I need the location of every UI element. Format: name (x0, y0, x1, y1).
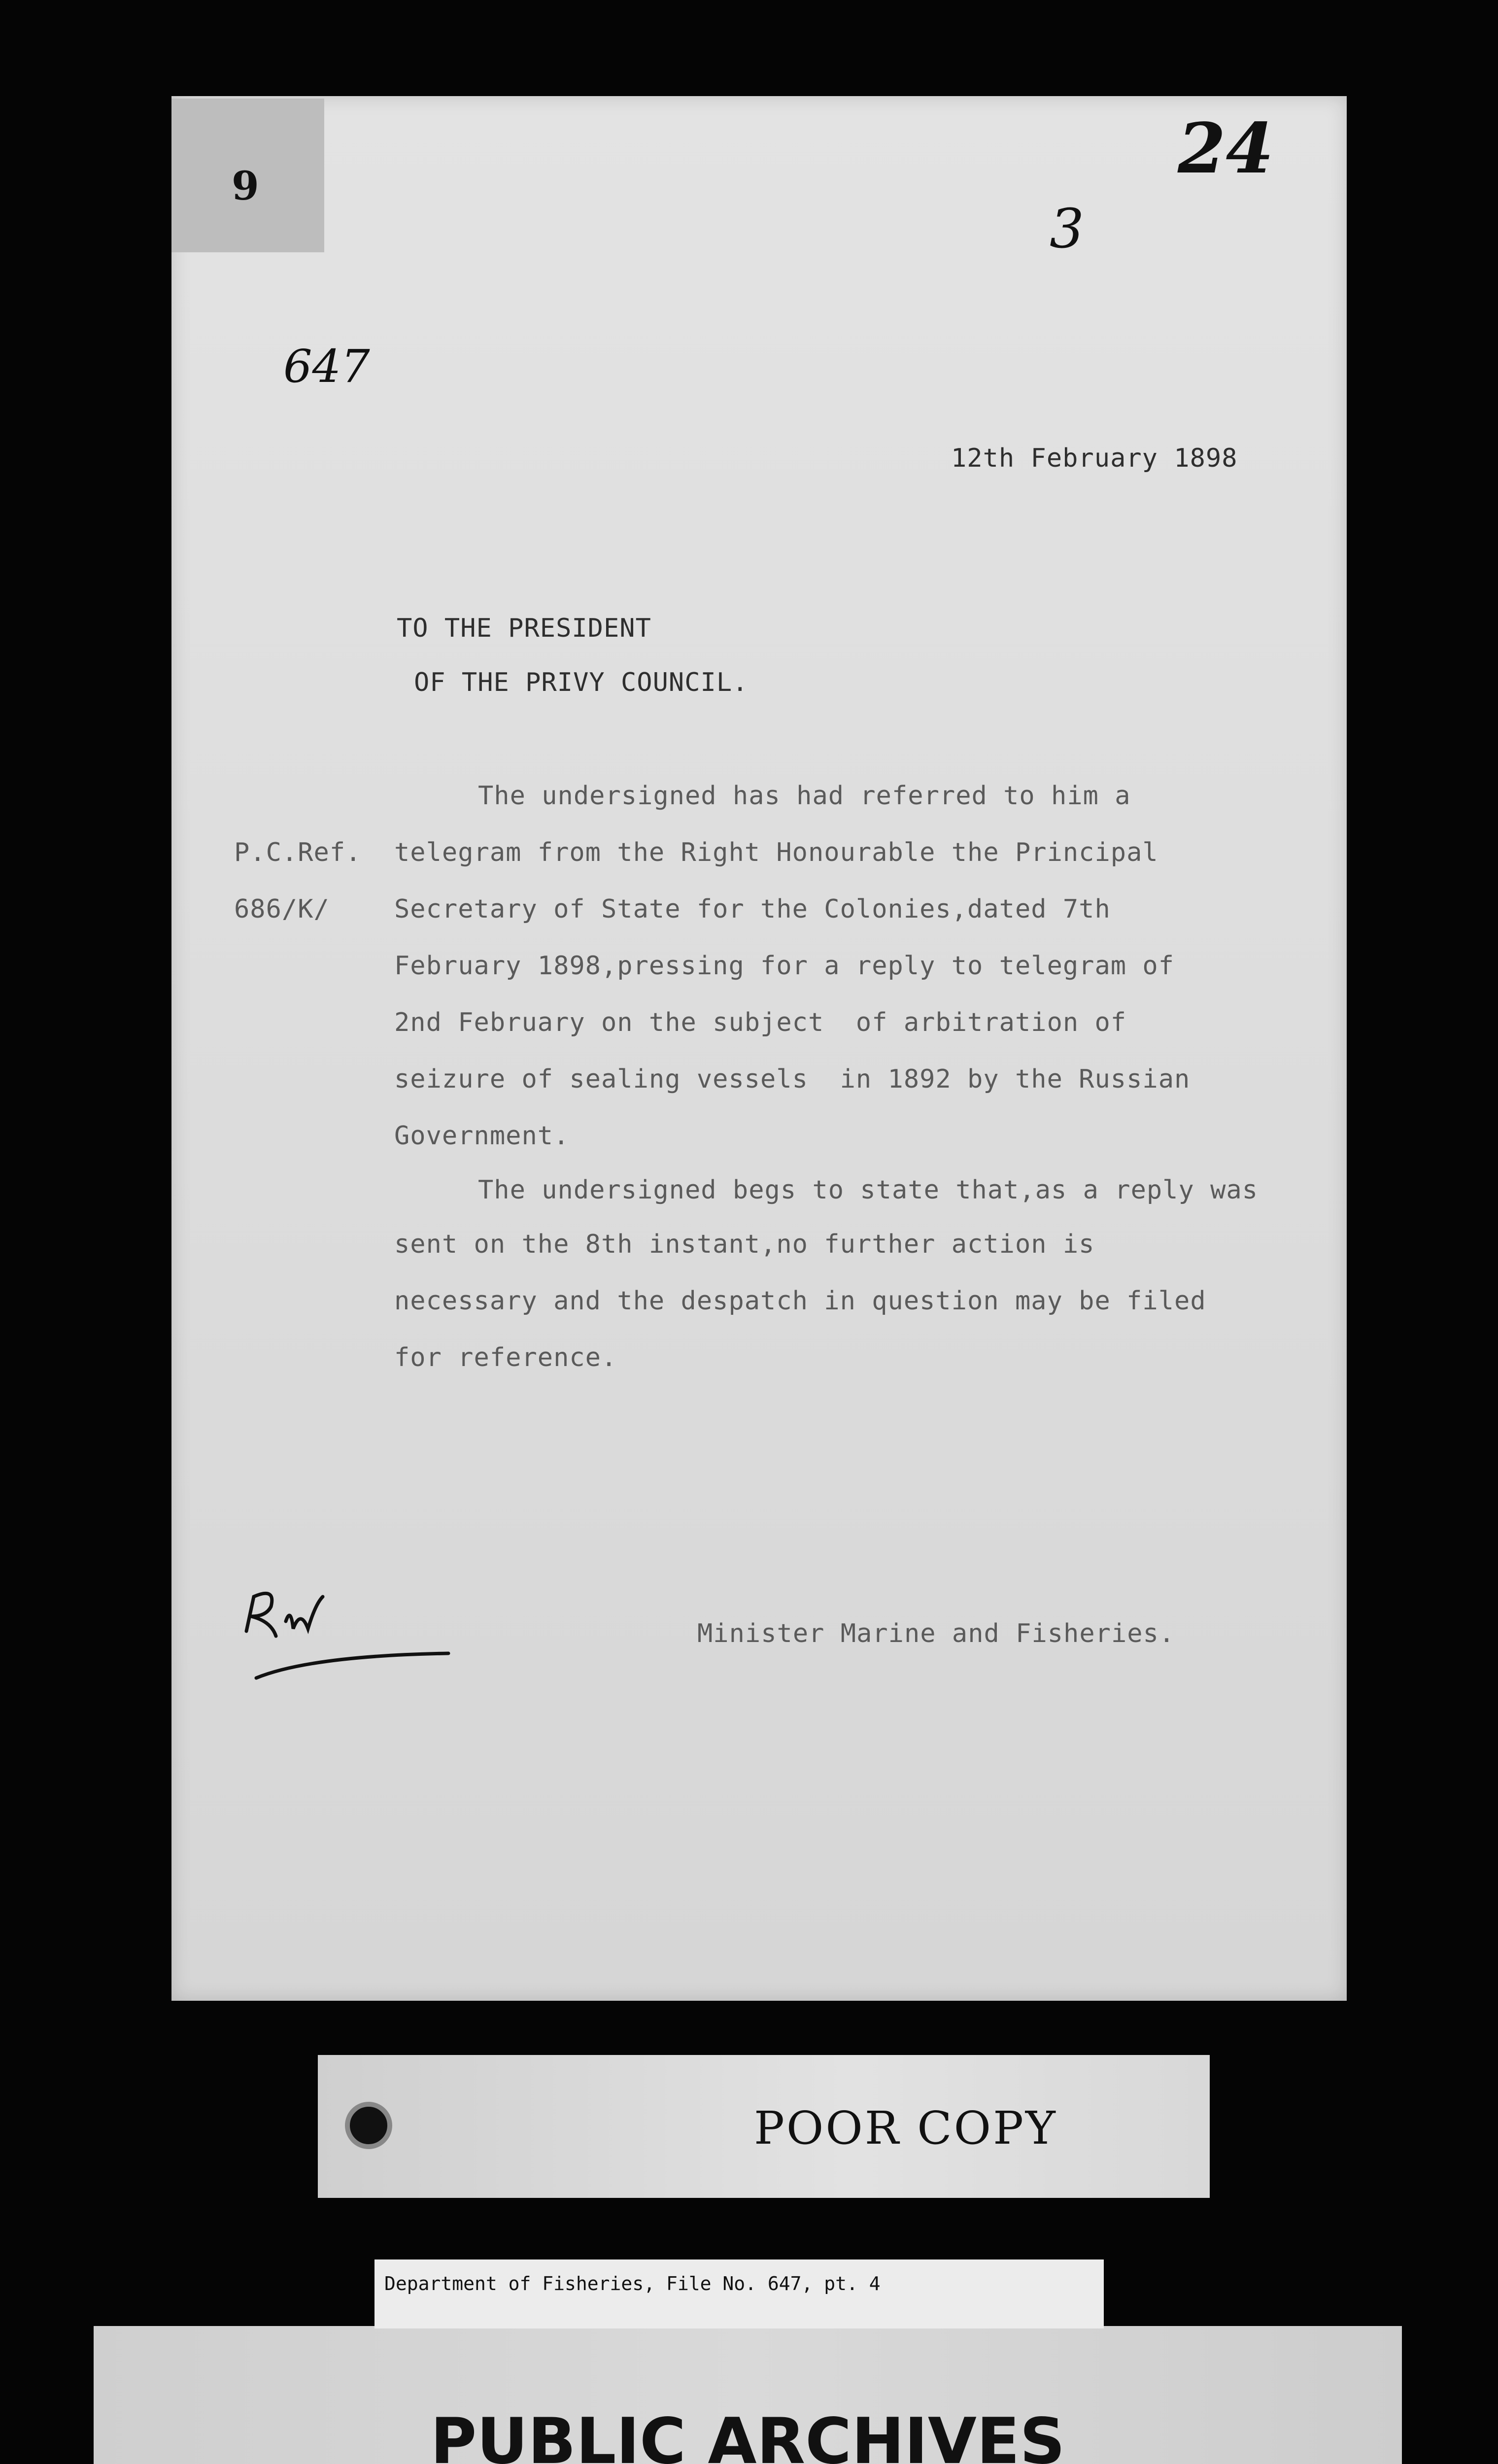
addressee-line-1: TO THE PRESIDENT (397, 614, 651, 643)
top-right-number: 24 (1178, 108, 1274, 189)
body-line: sent on the 8th instant,no further action is (394, 1230, 1095, 1259)
poor-copy-text: POOR COPY (754, 2102, 1057, 2155)
file-label-text: Department of Fisheries, File No. 647, pt. 4 (384, 2273, 881, 2294)
letter-date: 12th February 1898 (951, 444, 1238, 473)
body-line: The undersigned begs to state that,as a reply was (478, 1175, 1259, 1205)
reference-line-2: 686/K/ (234, 894, 330, 924)
body-line: necessary and the despatch in question may be filed (394, 1286, 1206, 1316)
body-line: 2nd February on the subject of arbitration of (394, 1008, 1127, 1037)
handwritten-file-number: 647 (283, 340, 370, 393)
body-line: for reference. (394, 1343, 617, 1372)
archives-stamp-line-1: PUBLIC ARCHIVES (430, 2405, 1065, 2464)
folio-mark: 3 (1050, 197, 1084, 260)
reference-line-1: P.C.Ref. (234, 838, 362, 867)
corner-mark: 9 (232, 163, 259, 209)
body-line: telegram from the Right Honourable the Principal (394, 838, 1158, 867)
body-line: Secretary of State for the Colonies,dated 7th (394, 894, 1111, 924)
addressee-line-2: OF THE PRIVY COUNCIL. (414, 668, 749, 697)
body-line: seizure of sealing vessels in 1892 by the Russian (394, 1064, 1191, 1094)
body-line: The undersigned has had referred to him a (478, 781, 1131, 811)
signature-block: Minister Marine and Fisheries. (697, 1619, 1175, 1648)
handwritten-initials (237, 1567, 458, 1690)
body-line: February 1898,pressing for a reply to telegram of (394, 951, 1175, 981)
body-line: Government. (394, 1121, 570, 1151)
punch-hole (345, 2102, 392, 2149)
